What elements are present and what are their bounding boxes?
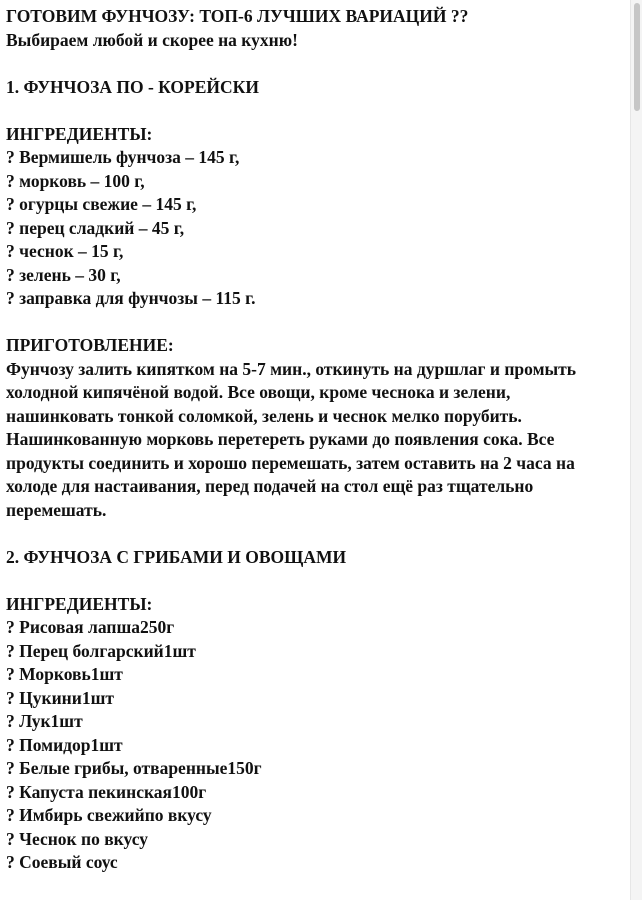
page-subtitle: Выбираем любой и скорее на кухню!	[6, 29, 298, 50]
ingredient-item: ? огурцы свежие – 145 г,	[6, 194, 197, 214]
recipe-1-heading: 1. ФУНЧОЗА ПО - КОРЕЙСКИ	[6, 76, 259, 97]
ingredient-item: ? Цукини1шт	[6, 687, 114, 708]
ingredient-item: ? заправка для фунчозы – 115 г.	[6, 288, 256, 308]
ingredient-item: ? Помидор1шт	[6, 734, 123, 755]
recipe-1-preparation-text: Фунчозу залить кипятком на 5-7 мин., откинуть на дуршлаг и промыть холодной кипячёной водой. Все овощи, кроме чеснока и зелени, нашинковать тонкой соломкой, зелень и чеснок мелко порубить. Нашинкованную морковь перетереть руками до появления сока. Все продукты соединить и хорошо перемешать, затем оставить на 2 часа на холоде для настаивания, перед подачей на стол ещё раз тщательно перемешать.	[6, 358, 577, 520]
ingredient-item: ? Имбирь свежийпо вкусу	[6, 805, 212, 825]
ingredient-item: ? Белые грибы, отваренные150г	[6, 758, 262, 778]
ingredient-item: ? Чеснок по вкусу	[6, 828, 148, 849]
ingredient-item: ? Вермишель фунчоза – 145 г,	[6, 147, 240, 167]
spacer	[6, 522, 624, 546]
spacer	[6, 52, 624, 76]
ingredient-item: ? Соевый соус	[6, 852, 118, 872]
ingredient-item: ? чеснок – 15 г,	[6, 241, 124, 261]
spacer	[6, 311, 624, 335]
spacer	[6, 99, 624, 123]
ingredient-item: ? Рисовая лапша250г	[6, 617, 175, 637]
ingredient-item: ? морковь – 100 г,	[6, 170, 145, 191]
ingredient-item: ? Морковь1шт	[6, 664, 123, 684]
recipe-1-ingredients-list	[6, 146, 624, 311]
ingredient-item: ? Лук1шт	[6, 711, 83, 731]
page-title: ГОТОВИМ ФУНЧОЗУ: ТОП-6 ЛУЧШИХ ВАРИАЦИЙ ??	[6, 6, 469, 26]
ingredient-item: ? перец сладкий – 45 г,	[6, 217, 185, 238]
spacer	[6, 569, 624, 593]
scrollbar-thumb[interactable]	[634, 3, 640, 111]
recipe-2-ingredients-label: ИНГРЕДИЕНТЫ:	[6, 593, 153, 614]
ingredient-item: ? Капуста пекинская100г	[6, 781, 207, 802]
recipe-1-preparation-label: ПРИГОТОВЛЕНИЕ:	[6, 335, 174, 355]
recipe-2-heading: 2. ФУНЧОЗА С ГРИБАМИ И ОВОЩАМИ	[6, 546, 347, 567]
ingredient-item: ? зелень – 30 г,	[6, 264, 121, 285]
recipe-1-ingredients-label: ИНГРЕДИЕНТЫ:	[6, 123, 153, 144]
vertical-scrollbar[interactable]	[630, 0, 642, 900]
recipe-2-ingredients-list	[6, 616, 624, 875]
ingredient-item: ? Перец болгарский1шт	[6, 640, 196, 661]
